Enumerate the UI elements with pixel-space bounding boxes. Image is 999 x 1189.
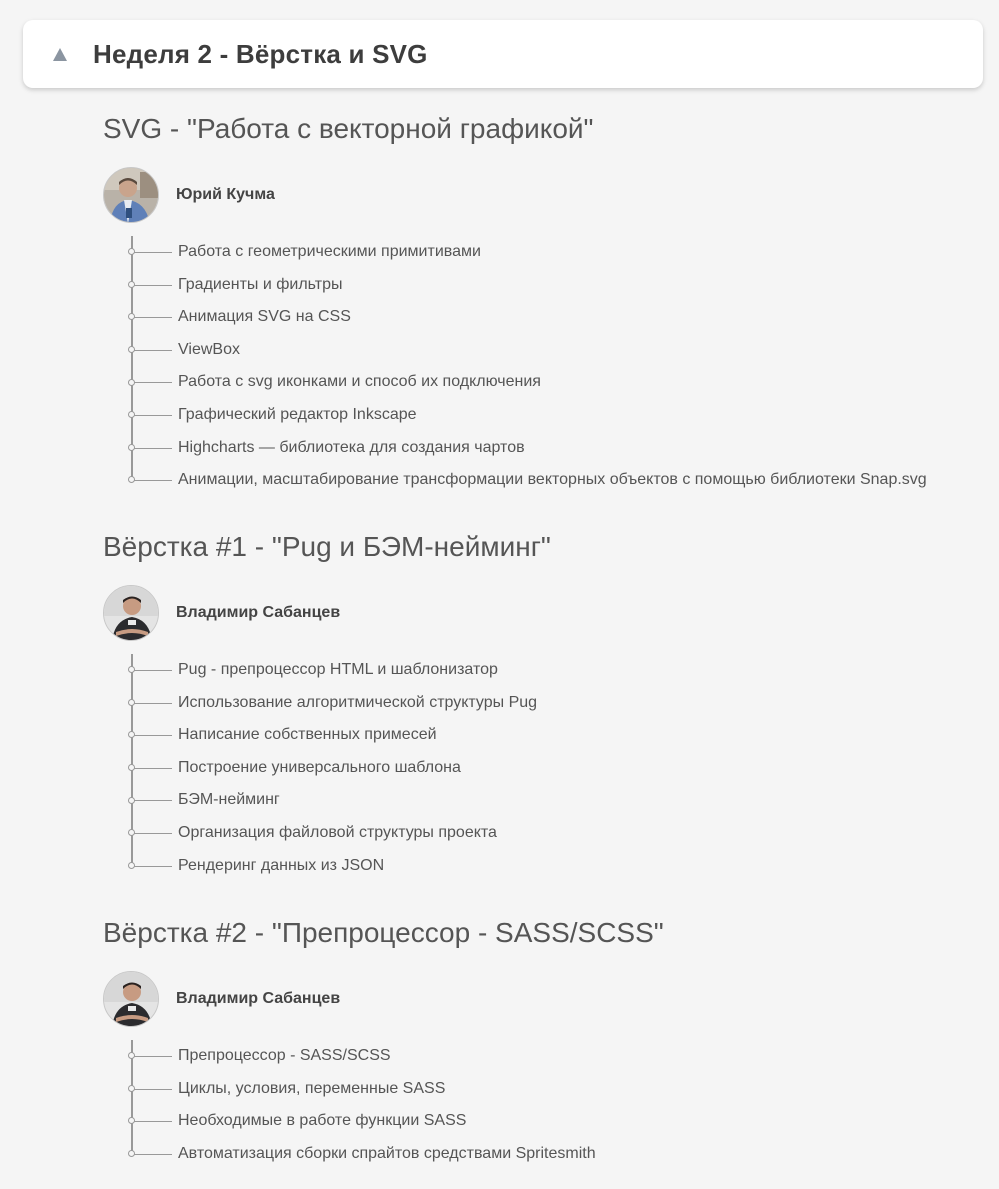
topic-label: БЭМ-нейминг xyxy=(178,791,280,809)
course-title: Вёрстка #1 - "Pug и БЭМ-нейминг" xyxy=(103,531,551,562)
bullet-dot-icon xyxy=(128,248,135,255)
bullet-dot-icon xyxy=(128,1150,135,1157)
topic-label: Работа с svg иконками и способ их подключения xyxy=(178,373,541,391)
topic-label: Графический редактор Inkscape xyxy=(178,405,417,423)
topic-label: Анимации, масштабирование трансформации векторных объектов с помощью библиотеки Snap.svg xyxy=(178,471,927,489)
bullet-dot-icon xyxy=(128,797,135,804)
topic-label: Организация файловой структуры проекта xyxy=(178,823,497,841)
bullet-dot-icon xyxy=(128,1085,135,1092)
course-title: Вёрстка #2 - "Препроцессор - SASS/SCSS" xyxy=(103,917,664,948)
topic-label: Pug - препроцессор HTML и шаблонизатор xyxy=(178,661,498,678)
avatar xyxy=(103,585,159,641)
bullet-dot-icon xyxy=(128,699,135,706)
topic-item xyxy=(103,1105,983,1138)
author xyxy=(103,970,983,1028)
topic-item xyxy=(103,366,983,399)
bullet-dot-icon xyxy=(128,476,135,483)
topic-label: Рендеринг данных из JSON xyxy=(178,856,385,874)
topic-item xyxy=(103,784,983,817)
topic-item xyxy=(103,719,983,752)
bullet-dot-icon xyxy=(128,346,135,353)
course-pug-bem xyxy=(103,530,983,882)
topic-item xyxy=(103,432,983,465)
topic-label: Анимация SVG на CSS xyxy=(178,308,351,326)
bullet-dot-icon xyxy=(128,313,135,320)
author-name: Владимир Сабанцев xyxy=(176,990,341,1007)
bullet-dot-icon xyxy=(128,1117,135,1124)
topic-label: Препроцессор - SASS/SCSS xyxy=(178,1047,391,1064)
author-name: Юрий Кучма xyxy=(176,186,275,203)
topic-label: Автоматизация сборки спрайтов средствами Spritesmith xyxy=(178,1144,596,1162)
bullet-dot-icon xyxy=(128,379,135,386)
topic-label: Циклы, условия, переменные SASS xyxy=(178,1079,446,1097)
topic-item xyxy=(103,687,983,720)
triangle-up-icon[interactable] xyxy=(53,48,67,61)
bullet-dot-icon xyxy=(128,829,135,836)
author-name: Владимир Сабанцев xyxy=(176,604,341,621)
topic-item xyxy=(103,1040,983,1073)
bullet-dot-icon xyxy=(128,731,135,738)
topic-item xyxy=(103,301,983,334)
bullet-dot-icon xyxy=(128,862,135,869)
avatar xyxy=(103,971,159,1027)
topic-item xyxy=(103,399,983,432)
topic-item xyxy=(103,850,983,883)
topic-item xyxy=(103,1073,983,1106)
bullet-dot-icon xyxy=(128,666,135,673)
bullet-dot-icon xyxy=(128,411,135,418)
course-svg xyxy=(103,112,983,497)
topic-label: Градиенты и фильтры xyxy=(178,275,343,293)
topic-item xyxy=(103,1138,983,1171)
week-title: Неделя 2 - Вёрстка и SVG xyxy=(93,38,428,69)
topic-label: Написание собственных примесей xyxy=(178,726,437,744)
topic-label: Использование алгоритмической структуры Pug xyxy=(178,693,538,711)
author xyxy=(103,584,983,642)
topic-item xyxy=(103,752,983,785)
topic-item xyxy=(103,334,983,367)
topic-label: Необходимые в работе функции SASS xyxy=(178,1112,467,1130)
author xyxy=(103,166,983,224)
topic-list xyxy=(103,654,983,882)
topic-item xyxy=(103,236,983,269)
topic-item xyxy=(103,817,983,850)
topic-item xyxy=(103,654,983,687)
topic-item xyxy=(103,464,983,497)
topic-list xyxy=(103,236,983,497)
topic-label: Highcharts — библиотека для создания чартов xyxy=(178,438,525,456)
avatar xyxy=(103,167,159,223)
topic-item xyxy=(103,269,983,302)
bullet-dot-icon xyxy=(128,444,135,451)
course-title: SVG - "Работа с векторной графикой" xyxy=(103,113,594,144)
bullet-dot-icon xyxy=(128,281,135,288)
week-header[interactable] xyxy=(23,20,983,88)
topic-label: ViewBox xyxy=(178,340,240,358)
bullet-dot-icon xyxy=(128,764,135,771)
topic-label: Работа с геометрическими примитивами xyxy=(178,243,481,260)
course-sass-scss xyxy=(103,916,983,1170)
bullet-dot-icon xyxy=(128,1052,135,1059)
topic-list xyxy=(103,1040,983,1170)
topic-label: Построение универсального шаблона xyxy=(178,758,461,776)
